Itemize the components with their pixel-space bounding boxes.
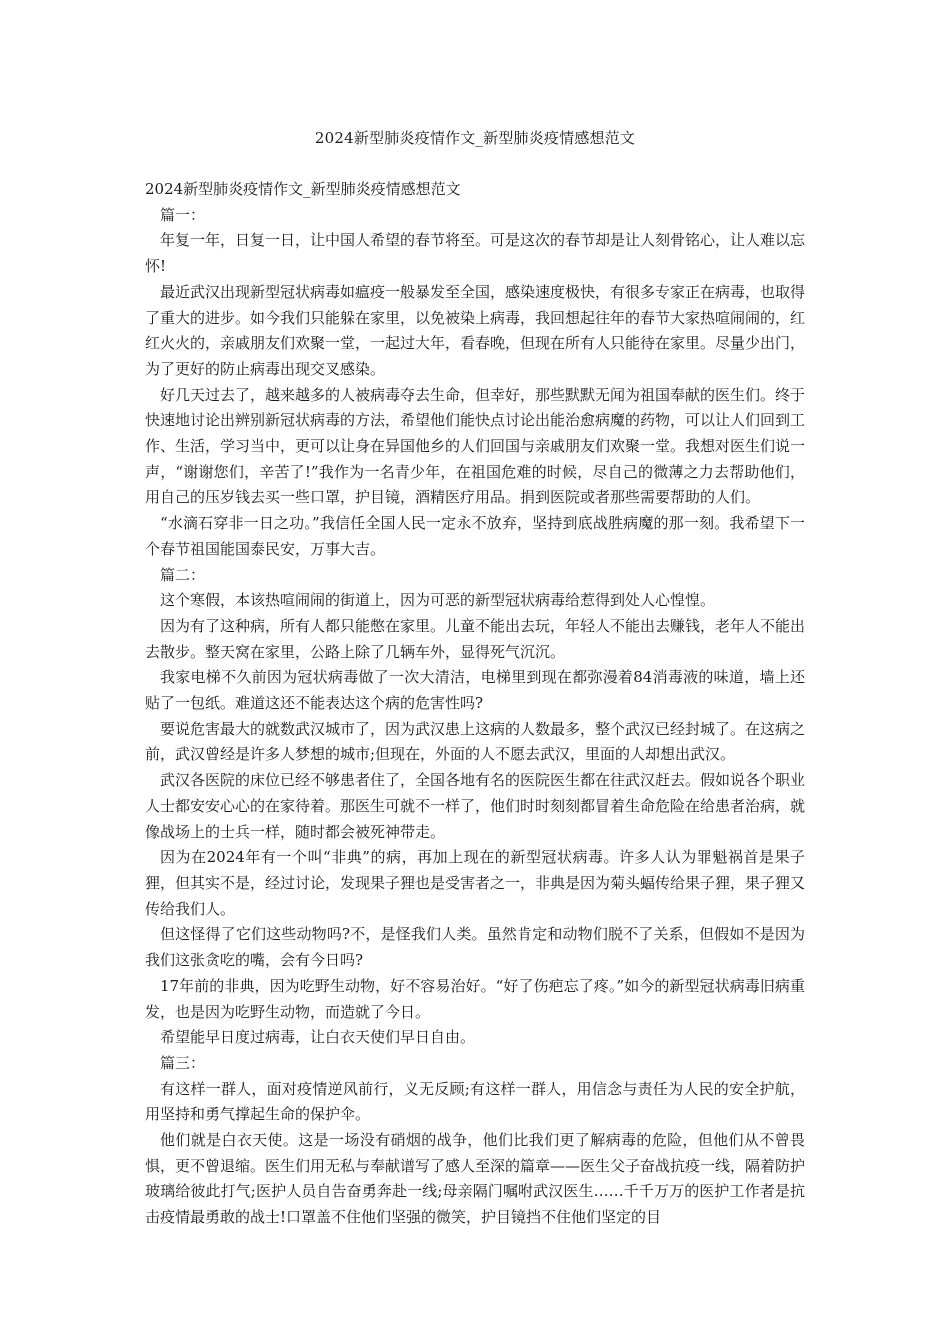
paragraph: 但这怪得了它们这些动物吗?不，是怪我们人类。虽然肯定和动物们脱不了关系，但假如不是因为我们这张贪吃的嘴，会有今日吗? <box>145 925 805 970</box>
paragraph: 17年前的非典，因为吃野生动物，好不容易治好。“好了伤疤忘了疼。”如今的新型冠状病毒旧病重发，也是因为吃野生动物，而造就了今日。 <box>145 976 805 1021</box>
paragraph: 好几天过去了，越来越多的人被病毒夺去生命，但幸好，那些默默无闻为祖国奉献的医生们。终于快速地讨论出辨别新冠状病毒的方法，希望他们能快点讨论出能治愈病魔的药物，可以让人们回到工作、生活，学习当中，更可以让身在异国他乡的人们回国与亲戚朋友们欢聚一堂。我想对医生们说一声，“谢谢您们，辛苦了!”我作为一名青少年，在祖国危难的时候，尽自己的微薄之力去帮助他们，用自己的压岁钱去买一些口罩，护目镜，酒精医疗用品。捐到医院或者那些需要帮助的人们。 <box>145 385 806 507</box>
document-body <box>145 177 805 1231</box>
section-heading: 篇三： <box>160 1053 206 1072</box>
paragraph: 年复一年，日复一日，让中国人希望的春节将至。可是这次的春节却是让人刻骨铭心，让人难以忘怀! <box>145 231 806 276</box>
paragraph: 我家电梯不久前因为冠状病毒做了一次大清洁，电梯里到现在都弥漫着84消毒液的味道，墙上还贴了一包纸。难道这还不能表达这个病的危害性吗? <box>145 668 805 713</box>
paragraph: 最近武汉出现新型冠状病毒如瘟疫一般暴发至全国，感染速度极快，有很多专家正在病毒，也取得了重大的进步。如今我们只能躲在家里，以免被染上病毒，我回想起往年的春节大家热喧闹闹的，红红火火的，亲戚朋友们欢聚一堂，一起过大年，看春晚，但现在所有人只能待在家里。尽量少出门，为了更好的防止病毒出现交叉感染。 <box>145 282 806 378</box>
section-heading: 篇二： <box>160 565 206 584</box>
paragraph: 因为有了这种病，所有人都只能憋在家里。儿童不能出去玩，年轻人不能出去赚钱，老年人不能出去散步。整天窝在家里，公路上除了几辆车外，显得死气沉沉。 <box>145 616 806 661</box>
document-subtitle: 2024新型肺炎疫情作文_新型肺炎疫情感想范文 <box>145 180 461 198</box>
document-title: 2024新型肺炎疫情作文_新型肺炎疫情感想范文 <box>314 129 636 147</box>
paragraph: 有这样一群人，面对疫情逆风前行，义无反顾;有这样一群人，用信念与责任为人民的安全护航，用坚持和勇气撑起生命的保护伞。 <box>145 1079 805 1124</box>
section-heading: 篇一： <box>160 205 206 224</box>
paragraph: 希望能早日度过病毒，让白衣天使们早日自由。 <box>160 1028 476 1047</box>
paragraph: 这个寒假，本该热喧闹闹的街道上，因为可恶的新型冠状病毒给惹得到处人心惶惶。 <box>160 591 716 610</box>
paragraph: 因为在2024年有一个叫“非典”的病，再加上现在的新型冠状病毒。许多人认为罪魁祸首是果子狸，但其实不是，经过讨论，发现果子狸也是受害者之一，非典是因为菊头蝠传给果子狸，果子狸又传给我们人。 <box>145 848 806 918</box>
paragraph: 他们就是白衣天使。这是一场没有硝烟的战争，他们比我们更了解病毒的危险，但他们从不曾畏惧，更不曾退缩。医生们用无私与奉献谱写了感人至深的篇章——医生父子奋战抗疫一线，隔着防护玻璃给彼此打气;医护人员自告奋勇奔赴一线;母亲隔门嘱咐武汉医生……千千万万的医护工作者是抗击疫情最勇敢的战士!口罩盖不住他们坚强的微笑，护目镜挡不住他们坚定的目 <box>145 1131 806 1227</box>
paragraph: “水滴石穿非一日之功。”我信任全国人民一定永不放弃，坚持到底战胜病魔的那一刻。我希望下一个春节祖国能国泰民安，万事大吉。 <box>145 514 805 558</box>
paragraph: 要说危害最大的就数武汉城市了，因为武汉患上这病的人数最多，整个武汉已经封城了。在这病之前，武汉曾经是许多人梦想的城市;但现在，外面的人不愿去武汉，里面的人却想出武汉。 <box>145 719 806 764</box>
paragraph: 武汉各医院的床位已经不够患者住了，全国各地有名的医院医生都在往武汉赶去。假如说各个职业人士都安安心心的在家待着。那医生可就不一样了，他们时时刻刻都冒着生命危险在给患者治病，就像战场上的士兵一样，随时都会被死神带走。 <box>145 771 806 841</box>
